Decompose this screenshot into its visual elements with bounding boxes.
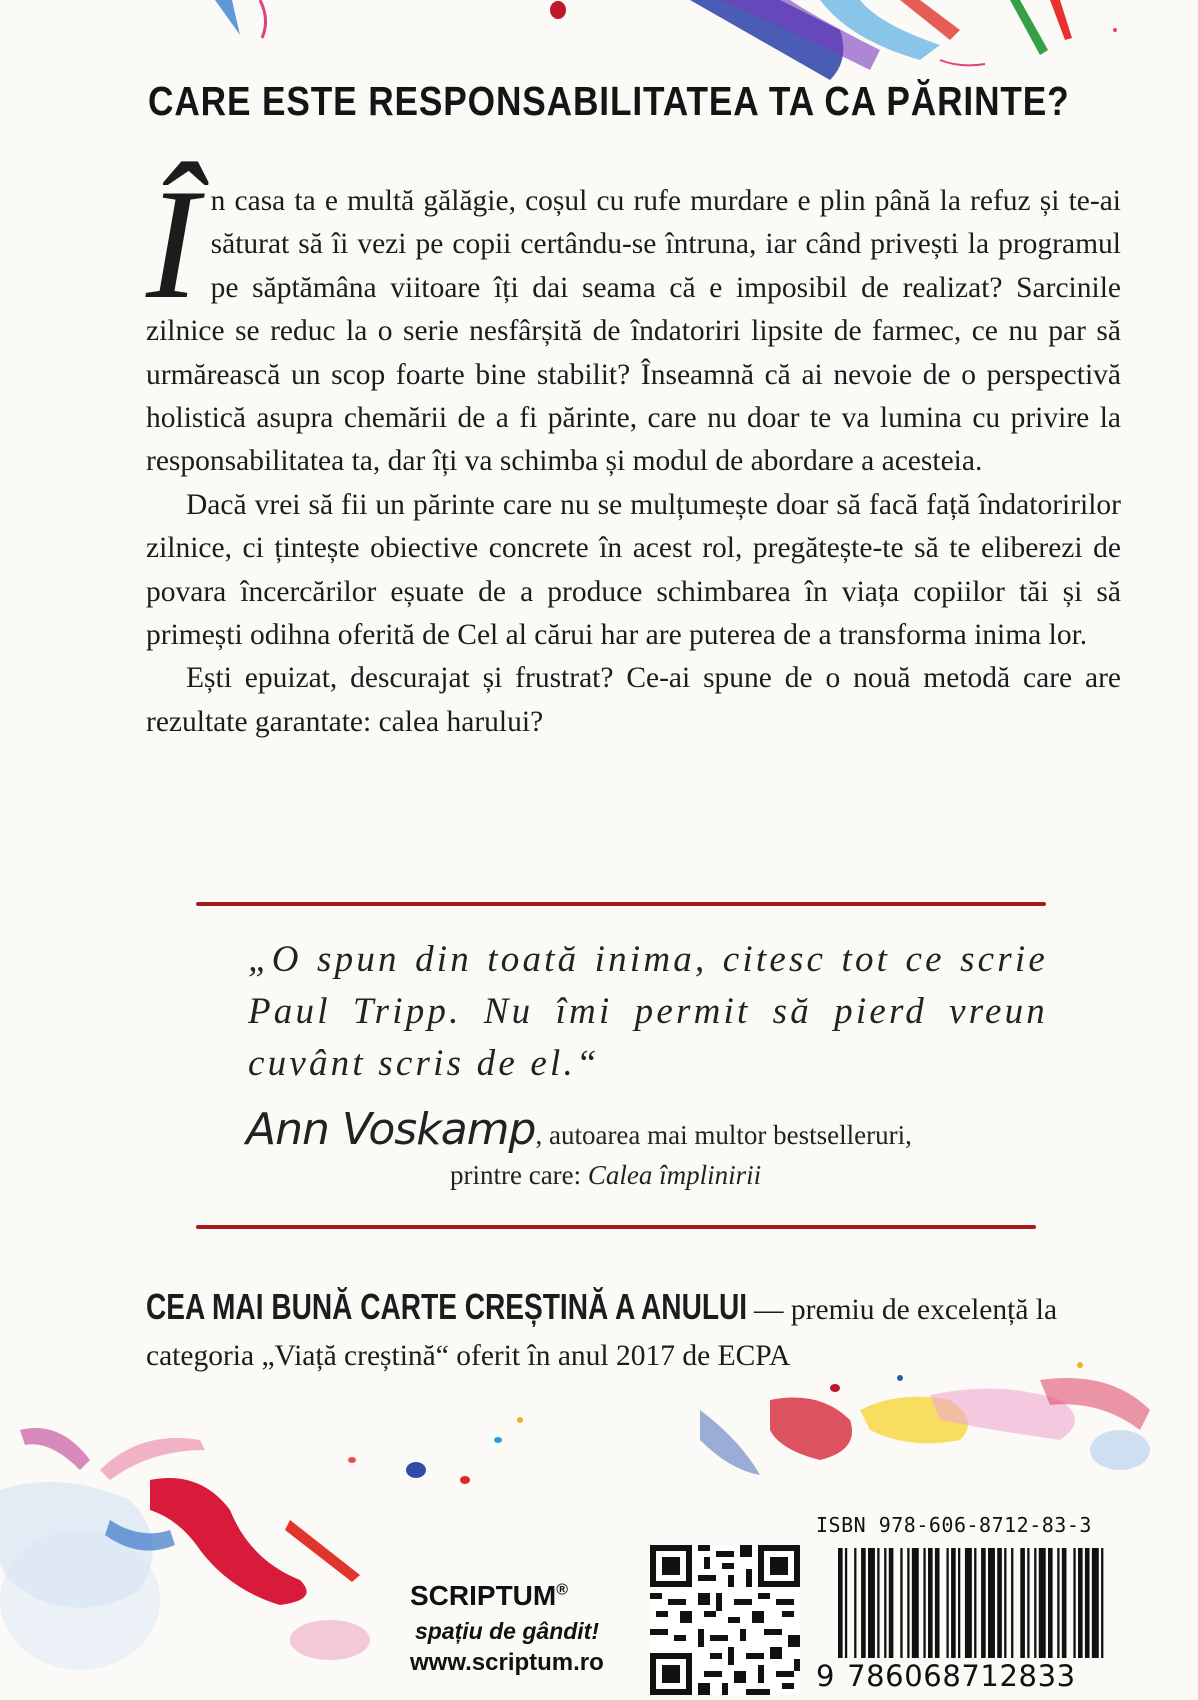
quote-attribution — [246, 1104, 1126, 1155]
award-text: — premiu de excelență la categoria „Viață creștină“ oferit în anul 2017 de ECPA — [146, 1294, 1058, 1372]
paragraph-2: Dacă vrei să fii un părinte care nu se mulțumește doar să facă față îndatoririlor zilnice, ci țintește obiective concrete în acest rol, pregătește-te să te eliberezi de povara încercărilor eșuate de a produce schimbarea în viața copiilor tăi și să primești odihna oferită de Cel al cărui har are puterea de a transforma inima lor. — [146, 488, 1121, 652]
publisher-logo — [410, 1580, 604, 1677]
award-note — [146, 1284, 1121, 1379]
author-book-line — [450, 1160, 761, 1191]
page-heading: CARE ESTE RESPONSABILITATEA TA CA PĂRINTE? — [148, 78, 1070, 124]
publisher-name-line — [410, 1580, 604, 1612]
registered-mark: ® — [556, 1581, 569, 1599]
among-label: printre care: — [450, 1160, 582, 1190]
quote-divider-bottom — [196, 1225, 1036, 1229]
publisher-tagline: spațiu de gândit! — [415, 1618, 599, 1644]
paragraph-1 — [146, 157, 1121, 484]
publisher-url: www.scriptum.ro — [410, 1649, 604, 1676]
barcode-digit-groups: 786068712833 — [847, 1659, 1076, 1693]
barcode-first-digit: 9 — [816, 1659, 836, 1693]
author-signature: Ann Voskamp — [246, 1104, 536, 1155]
isbn-label: ISBN 978-606-8712-83-3 — [816, 1513, 1092, 1537]
body-text — [146, 157, 1121, 744]
author-description: , autoarea mai multor bestselleruri, — [535, 1120, 912, 1150]
quote-divider-top — [196, 902, 1046, 906]
barcode-digits — [816, 1659, 1076, 1693]
publisher-name: SCRIPTUM — [410, 1580, 557, 1611]
drop-cap: Î — [146, 157, 199, 332]
qr-code — [650, 1544, 800, 1696]
endorsement-quote: „O spun din toată inima, citesc tot ce scrie Paul Tripp. Nu îmi permit să pierd vreun cuvânt scris de el.“ — [248, 939, 1048, 1084]
paragraph-3: Ești epuizat, descurajat și frustrat? Ce-ai spune de o nouă metodă care are rezultate garantate: calea harului? — [146, 662, 1121, 738]
barcode — [838, 1548, 1108, 1658]
award-title: CEA MAI BUNĂ CARTE CREȘTINĂ A ANULUI — [146, 1286, 748, 1327]
paragraph-1-text: n casa ta e multă gălăgie, coșul cu rufe murdare e plin până la refuz și te-ai săturat să îi vezi pe copii certându-se întruna, iar când privești la programul pe săptămâna viitoare îți dai seama că e imposibil de realizat? Sarcinile zilnice se reduc la o serie nesfârșită de îndatoriri lipsite de farmec, ce nu par să urmărească un scop foarte bine stabilit? Înseamnă că ai nevoie de o perspectivă holistică asupra chemării de a fi părinte, care nu doar te va lumina cu privire la responsabilitatea ta, dar îți va schimba și modul de abordare a acesteia. — [146, 185, 1121, 478]
author-book-title: Calea împlinirii — [587, 1160, 762, 1190]
